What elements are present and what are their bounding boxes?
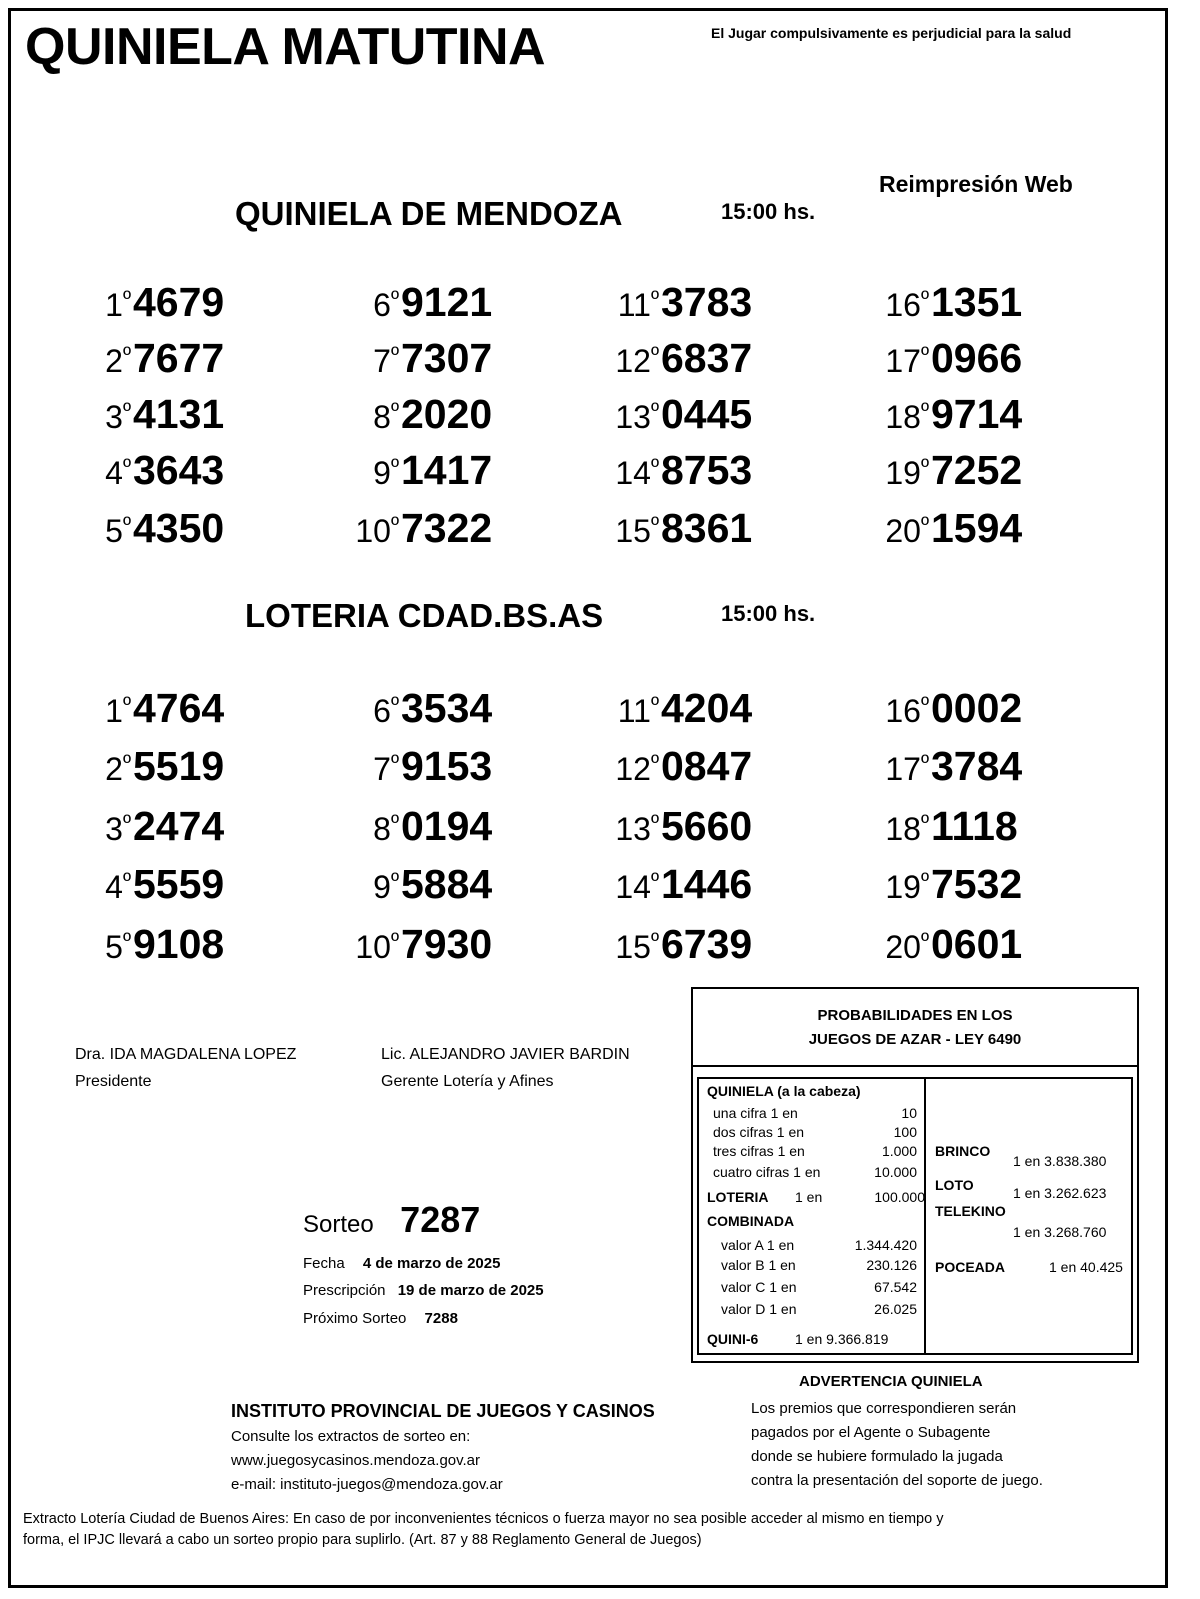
result-cell — [871, 335, 1022, 382]
result-cell — [341, 335, 492, 382]
result-cell — [601, 447, 752, 494]
result-number: 4131 — [133, 391, 225, 437]
result-number: 5519 — [133, 743, 225, 789]
ordinal-sign: º — [390, 868, 399, 893]
result-number: 4204 — [661, 685, 753, 731]
result-position — [601, 342, 659, 380]
ordinal-sign: º — [650, 868, 659, 893]
result-number: 3783 — [661, 279, 753, 325]
result-cell — [341, 803, 492, 850]
position-number: 4 — [105, 455, 123, 491]
result-cell — [73, 447, 224, 494]
result-number: 1351 — [931, 279, 1023, 325]
result-cell — [601, 391, 752, 438]
position-number: 14 — [615, 869, 651, 905]
ordinal-sign: º — [920, 692, 929, 717]
result-position — [341, 512, 399, 550]
ordinal-sign: º — [122, 398, 131, 423]
ordinal-sign: º — [920, 454, 929, 479]
ordinal-sign: º — [390, 286, 399, 311]
quiniela-row-label: dos cifras 1 en — [713, 1124, 805, 1140]
position-number: 2 — [105, 751, 123, 787]
ordinal-sign: º — [122, 512, 131, 537]
result-cell — [73, 685, 224, 732]
ordinal-sign: º — [390, 928, 399, 953]
position-number: 5 — [105, 929, 123, 965]
result-cell — [341, 279, 492, 326]
result-cell — [601, 743, 752, 790]
quiniela-row-label: cuatro cifras 1 en — [713, 1164, 821, 1180]
position-number: 11 — [617, 287, 651, 323]
result-position — [341, 398, 399, 436]
result-number: 0194 — [401, 803, 493, 849]
result-cell — [73, 279, 224, 326]
result-number: 4679 — [133, 279, 225, 325]
result-position — [871, 868, 929, 906]
probabilities-title-line2: JUEGOS DE AZAR - LEY 6490 — [808, 1031, 1022, 1048]
combinada-row-label: valor D 1 en — [721, 1301, 797, 1317]
result-cell — [871, 743, 1022, 790]
ordinal-sign: º — [122, 928, 131, 953]
ordinal-sign: º — [920, 512, 929, 537]
ordinal-sign: º — [122, 454, 131, 479]
result-cell — [871, 505, 1022, 552]
signature-name: Lic. ALEJANDRO JAVIER BARDIN — [381, 1046, 630, 1063]
sorteo-number: 7287 — [400, 1199, 481, 1240]
telekino-value: 1 en 3.268.760 — [1013, 1224, 1107, 1240]
position-number: 5 — [105, 513, 123, 549]
result-number: 0966 — [931, 335, 1023, 381]
position-number: 12 — [615, 343, 651, 379]
signature-name: Dra. IDA MAGDALENA LOPEZ — [75, 1046, 297, 1063]
result-position — [601, 512, 659, 550]
footer-line: forma, el IPJC llevará a cabo un sorteo propio para suplirlo. (Art. 87 y 88 Reglamento General de Juegos) — [23, 1532, 702, 1548]
signature-president — [75, 1041, 296, 1095]
ordinal-sign: º — [650, 286, 659, 311]
result-position — [341, 454, 399, 492]
probabilities-header — [693, 989, 1137, 1067]
position-number: 17 — [885, 343, 921, 379]
result-position — [73, 928, 131, 966]
result-number: 0002 — [931, 685, 1023, 731]
gambling-warning: El Jugar compulsivamente es perjudicial para la salud — [711, 25, 1072, 41]
result-position — [601, 928, 659, 966]
result-number: 7677 — [133, 335, 225, 381]
result-number: 7307 — [401, 335, 493, 381]
result-position — [871, 928, 929, 966]
position-number: 6 — [373, 287, 391, 323]
ordinal-sign: º — [650, 512, 659, 537]
signature-role: Presidente — [75, 1073, 152, 1090]
ordinal-sign: º — [122, 750, 131, 775]
page-title: QUINIELA MATUTINA — [25, 18, 546, 76]
position-number: 10 — [355, 513, 391, 549]
result-position — [601, 398, 659, 436]
loto-label: LOTO — [935, 1177, 974, 1193]
result-number: 1417 — [401, 447, 493, 493]
position-number: 6 — [373, 693, 391, 729]
reprint-label: Reimpresión Web — [879, 171, 1073, 197]
quiniela-row-value: 1.000 — [881, 1143, 917, 1159]
prescripcion-value: 19 de marzo de 2025 — [397, 1282, 544, 1299]
ordinal-sign: º — [920, 342, 929, 367]
institute-consult-text: Consulte los extractos de sorteo en: — [231, 1428, 471, 1445]
result-number: 7532 — [931, 861, 1023, 907]
loteria-label: LOTERIA — [707, 1189, 769, 1205]
result-number: 1594 — [931, 505, 1023, 551]
result-position — [73, 692, 131, 730]
brinco-value: 1 en 3.838.380 — [1013, 1153, 1107, 1169]
result-position — [601, 454, 659, 492]
ordinal-sign: º — [650, 342, 659, 367]
ordinal-sign: º — [122, 342, 131, 367]
result-number: 8753 — [661, 447, 753, 493]
quiniela-row-value: 100 — [893, 1124, 917, 1140]
footer-note — [23, 1509, 943, 1551]
advertencia-line: Los premios que correspondieren serán — [751, 1400, 1017, 1417]
ordinal-sign: º — [920, 928, 929, 953]
result-cell — [601, 335, 752, 382]
ordinal-sign: º — [122, 810, 131, 835]
result-number: 0601 — [931, 921, 1023, 967]
section-time-mendoza: 15:00 hs. — [721, 199, 816, 224]
result-position — [871, 398, 929, 436]
combinada-row-value: 67.542 — [874, 1279, 917, 1295]
result-position — [341, 928, 399, 966]
advertencia-title: ADVERTENCIA QUINIELA — [799, 1373, 983, 1390]
result-position — [73, 454, 131, 492]
quini6-label: QUINI-6 — [707, 1331, 759, 1347]
fecha-label: Fecha — [303, 1255, 345, 1272]
draw-number-row — [303, 1199, 480, 1241]
prescripcion-label: Prescripción — [303, 1282, 386, 1299]
position-number: 20 — [885, 929, 921, 965]
combinada-row-label: valor B 1 en — [721, 1257, 796, 1273]
result-position — [73, 512, 131, 550]
position-number: 14 — [615, 455, 651, 491]
ordinal-sign: º — [390, 342, 399, 367]
ordinal-sign: º — [920, 868, 929, 893]
result-number: 3784 — [931, 743, 1023, 789]
advertencia-text — [751, 1397, 1043, 1493]
result-position — [73, 398, 131, 436]
ordinal-sign: º — [390, 810, 399, 835]
result-cell — [601, 921, 752, 968]
ordinal-sign: º — [650, 750, 659, 775]
ordinal-sign: º — [390, 454, 399, 479]
loto-value: 1 en 3.262.623 — [1013, 1185, 1107, 1201]
sorteo-label: Sorteo — [303, 1211, 374, 1238]
result-cell — [601, 803, 752, 850]
ordinal-sign: º — [920, 810, 929, 835]
result-position — [73, 810, 131, 848]
result-position — [871, 286, 929, 324]
advertencia-line: contra la presentación del soporte de juego. — [751, 1472, 1043, 1489]
result-position — [73, 286, 131, 324]
ordinal-sign: º — [122, 868, 131, 893]
result-number: 6739 — [661, 921, 753, 967]
position-number: 7 — [373, 751, 391, 787]
result-position — [341, 342, 399, 380]
institute-name: INSTITUTO PROVINCIAL DE JUEGOS Y CASINOS — [231, 1401, 655, 1421]
position-number: 19 — [885, 455, 921, 491]
result-number: 4350 — [133, 505, 225, 551]
combinada-row-value: 26.025 — [874, 1301, 917, 1317]
result-cell — [871, 685, 1022, 732]
position-number: 8 — [373, 399, 391, 435]
position-number: 16 — [885, 287, 921, 323]
lottery-sheet — [8, 8, 1168, 1588]
result-number: 9121 — [401, 279, 493, 325]
ordinal-sign: º — [650, 454, 659, 479]
draw-next-row — [303, 1310, 458, 1327]
result-cell — [73, 803, 224, 850]
position-number: 18 — [885, 399, 921, 435]
result-position — [871, 692, 929, 730]
result-number: 0847 — [661, 743, 753, 789]
telekino-label: TELEKINO — [935, 1203, 1006, 1219]
ordinal-sign: º — [390, 512, 399, 537]
section-title-loteria: LOTERIA CDAD.BS.AS — [245, 597, 604, 634]
result-cell — [341, 921, 492, 968]
result-position — [871, 750, 929, 788]
position-number: 7 — [373, 343, 391, 379]
combinada-row-value: 230.126 — [866, 1257, 917, 1273]
position-number: 3 — [105, 811, 123, 847]
result-position — [73, 868, 131, 906]
result-position — [73, 750, 131, 788]
result-number: 5660 — [661, 803, 753, 849]
loteria-value: 100.000 — [874, 1189, 925, 1205]
result-cell — [341, 743, 492, 790]
result-cell — [73, 743, 224, 790]
position-number: 17 — [885, 751, 921, 787]
draw-date-row — [303, 1255, 500, 1272]
signature-manager — [381, 1041, 630, 1095]
result-number: 0445 — [661, 391, 753, 437]
result-number: 9714 — [931, 391, 1023, 437]
result-cell — [871, 447, 1022, 494]
ordinal-sign: º — [650, 692, 659, 717]
result-number: 5884 — [401, 861, 493, 907]
position-number: 8 — [373, 811, 391, 847]
result-cell — [871, 921, 1022, 968]
ordinal-sign: º — [390, 398, 399, 423]
probabilities-title-line1: PROBABILIDADES EN LOS — [817, 1007, 1013, 1024]
result-position — [73, 342, 131, 380]
result-number: 7930 — [401, 921, 493, 967]
institute-contact — [231, 1425, 503, 1497]
result-cell — [341, 861, 492, 908]
combinada-row-value: 1.344.420 — [854, 1237, 917, 1253]
result-cell — [73, 505, 224, 552]
position-number: 20 — [885, 513, 921, 549]
result-number: 1118 — [931, 803, 1018, 849]
result-cell — [73, 921, 224, 968]
advertencia-line: pagados por el Agente o Subagente — [751, 1424, 991, 1441]
quiniela-row-value: 10 — [901, 1105, 917, 1121]
position-number: 19 — [885, 869, 921, 905]
position-number: 18 — [885, 811, 921, 847]
result-position — [341, 286, 399, 324]
result-number: 4764 — [133, 685, 225, 731]
result-cell — [73, 391, 224, 438]
ordinal-sign: º — [390, 750, 399, 775]
position-number: 2 — [105, 343, 123, 379]
institute-email-link[interactable]: e-mail: instituto-juegos@mendoza.gov.ar — [231, 1476, 503, 1493]
result-number: 3643 — [133, 447, 225, 493]
result-position — [341, 868, 399, 906]
result-number: 3534 — [401, 685, 493, 731]
result-cell — [73, 861, 224, 908]
ordinal-sign: º — [122, 692, 131, 717]
result-position — [601, 810, 659, 848]
result-cell — [73, 335, 224, 382]
result-position — [871, 810, 929, 848]
result-number: 1446 — [661, 861, 753, 907]
result-cell — [601, 279, 752, 326]
result-position — [601, 868, 659, 906]
position-number: 9 — [373, 455, 391, 491]
proximo-label: Próximo Sorteo — [303, 1310, 407, 1327]
position-number: 9 — [373, 869, 391, 905]
position-number: 16 — [885, 693, 921, 729]
quiniela-row-label: tres cifras 1 en — [713, 1143, 805, 1159]
ordinal-sign: º — [650, 928, 659, 953]
probabilities-table — [697, 1077, 1133, 1355]
position-number: 13 — [615, 811, 651, 847]
ordinal-sign: º — [920, 398, 929, 423]
result-number: 2020 — [401, 391, 493, 437]
position-number: 1 — [105, 693, 123, 729]
position-number: 10 — [355, 929, 391, 965]
institute-website-link[interactable]: www.juegosycasinos.mendoza.gov.ar — [231, 1452, 481, 1469]
result-cell — [601, 505, 752, 552]
result-position — [341, 810, 399, 848]
combinada-label: COMBINADA — [707, 1213, 795, 1229]
combinada-row-label: valor C 1 en — [721, 1279, 797, 1295]
result-cell — [601, 861, 752, 908]
position-number: 3 — [105, 399, 123, 435]
result-cell — [341, 391, 492, 438]
result-position — [341, 750, 399, 788]
result-position — [601, 750, 659, 788]
result-position — [601, 286, 659, 324]
position-number: 1 — [105, 287, 123, 323]
quiniela-row-label: una cifra 1 en — [713, 1105, 798, 1121]
section-time-loteria: 15:00 hs. — [721, 601, 816, 626]
position-number: 12 — [615, 751, 651, 787]
result-cell — [341, 447, 492, 494]
fecha-value: 4 de marzo de 2025 — [362, 1255, 501, 1272]
result-position — [341, 692, 399, 730]
result-cell — [871, 803, 1018, 850]
ordinal-sign: º — [122, 286, 131, 311]
result-cell — [601, 685, 752, 732]
column-divider — [924, 1079, 926, 1353]
position-number: 11 — [617, 693, 651, 729]
ordinal-sign: º — [920, 286, 929, 311]
ordinal-sign: º — [920, 750, 929, 775]
result-number: 7322 — [401, 505, 493, 551]
result-cell — [871, 391, 1022, 438]
proximo-value: 7288 — [424, 1310, 458, 1327]
position-number: 15 — [615, 513, 651, 549]
result-position — [871, 512, 929, 550]
ordinal-sign: º — [650, 810, 659, 835]
loteria-text: 1 en — [795, 1189, 823, 1205]
result-position — [871, 454, 929, 492]
signature-role: Gerente Lotería y Afines — [381, 1073, 554, 1090]
position-number: 13 — [615, 399, 651, 435]
position-number: 4 — [105, 869, 123, 905]
quiniela-label: QUINIELA (a la cabeza) — [707, 1083, 861, 1099]
poceada-label: POCEADA — [935, 1259, 1006, 1275]
combinada-row-label: valor A 1 en — [721, 1237, 795, 1253]
ordinal-sign: º — [390, 692, 399, 717]
poceada-value: 1 en 40.425 — [1049, 1259, 1123, 1275]
result-cell — [871, 861, 1022, 908]
result-position — [871, 342, 929, 380]
quiniela-row-value: 10.000 — [874, 1164, 917, 1180]
result-position — [601, 692, 659, 730]
result-number: 9108 — [133, 921, 225, 967]
result-cell — [341, 685, 492, 732]
result-cell — [341, 505, 492, 552]
brinco-label: BRINCO — [935, 1143, 991, 1159]
section-title-mendoza: QUINIELA DE MENDOZA — [235, 195, 623, 232]
footer-line: Extracto Lotería Ciudad de Buenos Aires: En caso de por inconvenientes técnicos o fuerza mayor no sea posible acceder al mismo en tiempo y — [23, 1511, 944, 1527]
result-number: 7252 — [931, 447, 1023, 493]
quini6-value: 1 en 9.366.819 — [795, 1331, 889, 1347]
result-number: 9153 — [401, 743, 493, 789]
result-number: 8361 — [661, 505, 753, 551]
result-number: 5559 — [133, 861, 225, 907]
result-number: 2474 — [133, 803, 225, 849]
position-number: 15 — [615, 929, 651, 965]
draw-prescription-row — [303, 1282, 544, 1299]
probabilities-box — [691, 987, 1139, 1363]
result-number: 6837 — [661, 335, 753, 381]
advertencia-line: donde se hubiere formulado la jugada — [751, 1448, 1003, 1465]
ordinal-sign: º — [650, 398, 659, 423]
result-cell — [871, 279, 1022, 326]
